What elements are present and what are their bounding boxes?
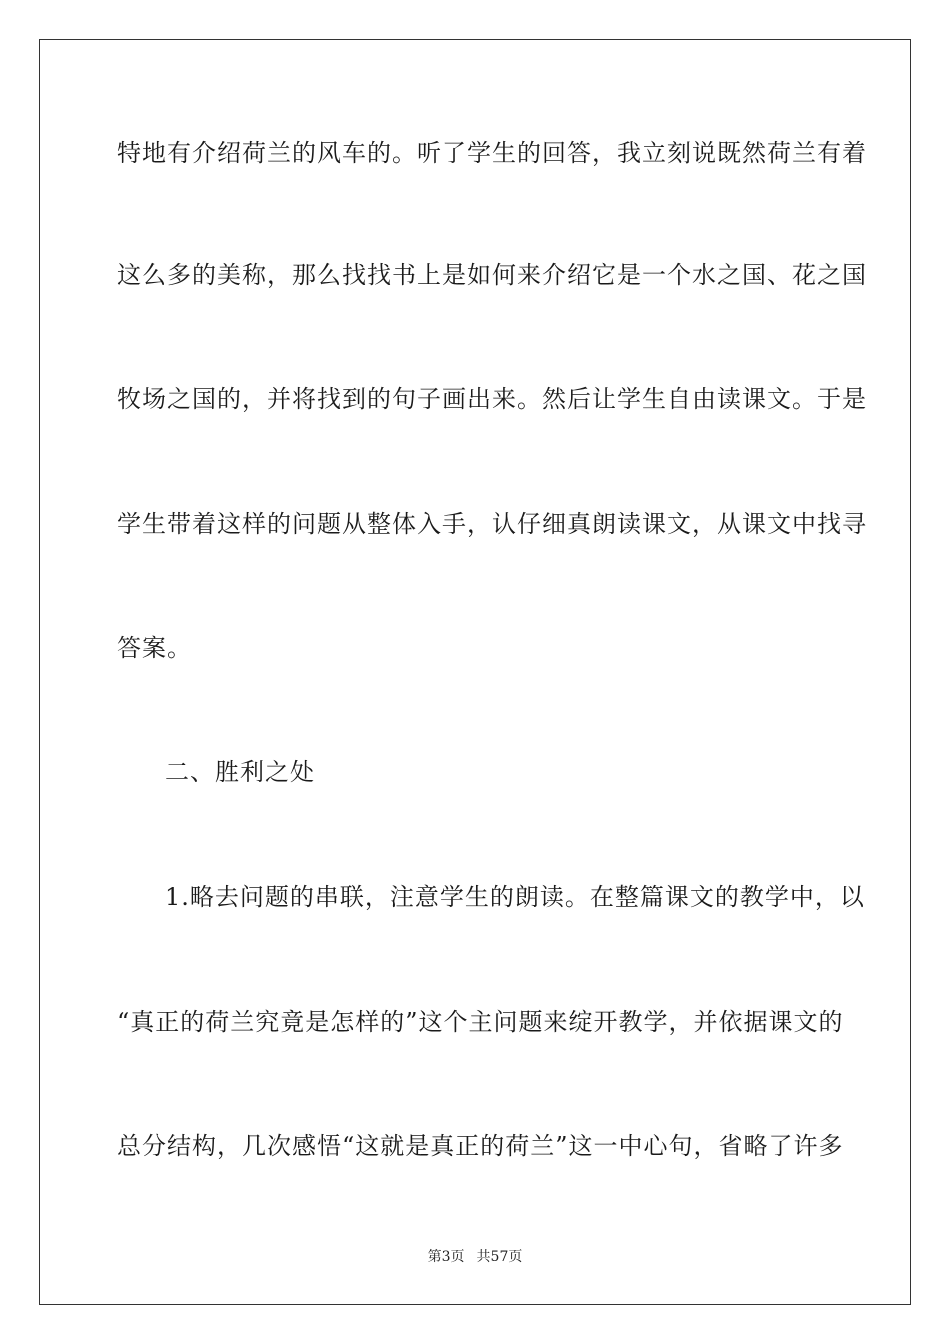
body-line-7: 1.略去问题的串联，注意学生的朗读。在整篇课文的教学中，以 <box>165 883 865 911</box>
page-footer <box>0 1248 950 1266</box>
body-line-9: 总分结构，几次感悟“这就是真正的荷兰”这一中心句，省略了许多 <box>117 1132 844 1160</box>
body-line-3: 牧场之国的，并将找到的句子画出来。然后让学生自由读课文。于是 <box>117 385 867 413</box>
body-line-2: 这么多的美称，那么找找书上是如何来介绍它是一个水之国、花之国 <box>117 261 867 289</box>
body-line-5: 答案。 <box>117 634 192 662</box>
section-heading: 二、胜利之处 <box>165 758 315 786</box>
body-line-8: “真正的荷兰究竟是怎样的”这个主问题来绽开教学，并依据课文的 <box>117 1008 844 1036</box>
body-line-4: 学生带着这样的问题从整体入手，认仔细真朗读课文，从课文中找寻 <box>117 510 867 538</box>
page-number: 第3页 <box>427 1249 465 1265</box>
page-border <box>39 39 911 1305</box>
body-line-1: 特地有介绍荷兰的风车的。听了学生的回答，我立刻说既然荷兰有着 <box>117 139 867 167</box>
page-total: 共57页 <box>476 1249 523 1265</box>
